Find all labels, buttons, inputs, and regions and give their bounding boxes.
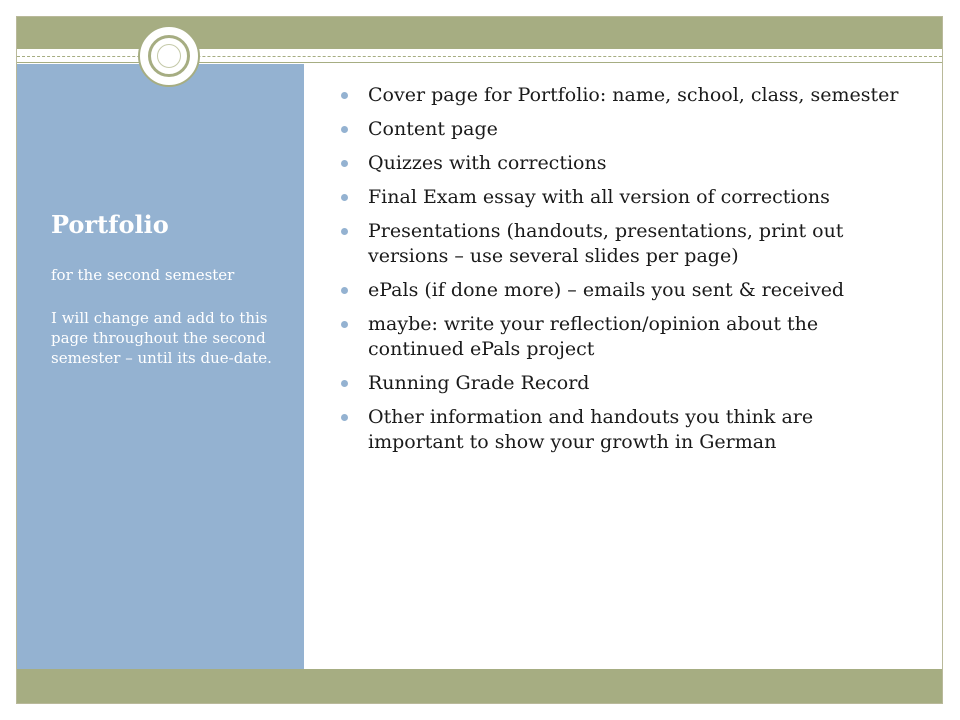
bullet-dot-icon: [341, 287, 348, 294]
bullet-item: [339, 405, 899, 455]
slide-title: Portfolio: [51, 210, 169, 239]
bullet-text: Running Grade Record: [368, 372, 590, 394]
circle-ornament-icon: [138, 25, 200, 87]
bullet-dot-icon: [341, 414, 348, 421]
bullet-item: [339, 151, 899, 176]
bullet-dot-icon: [341, 321, 348, 328]
bullet-item: [339, 117, 899, 142]
bullet-dot-icon: [341, 126, 348, 133]
bullet-text: Content page: [368, 118, 498, 140]
title-side-panel: [17, 64, 304, 671]
bullet-text: ePals (if done more) – emails you sent & received: [368, 279, 845, 301]
content-bullet-list: [339, 83, 899, 464]
bullet-dot-icon: [341, 160, 348, 167]
bullet-item: [339, 371, 899, 396]
bullet-dot-icon: [341, 228, 348, 235]
bullet-dot-icon: [341, 92, 348, 99]
bottom-decorative-band: [17, 669, 942, 703]
bullet-dot-icon: [341, 194, 348, 201]
slide-note: I will change and add to this page throughout the second semester – until its due-date.: [51, 309, 272, 367]
bullet-dot-icon: [341, 380, 348, 387]
bullet-item: [339, 278, 899, 303]
ornament-ring: [148, 35, 190, 77]
bullet-text: maybe: write your reflection/opinion about the continued ePals project: [368, 313, 819, 360]
bullet-text: Presentations (handouts, presentations, print out versions – use several slides per page): [368, 220, 844, 267]
bullet-item: [339, 83, 899, 108]
bullet-text: Quizzes with corrections: [368, 152, 607, 174]
bullet-item: [339, 312, 899, 362]
bullet-text: Final Exam essay with all version of corrections: [368, 186, 830, 208]
slide-subtitle: for the second semester: [51, 266, 235, 284]
bullet-text: Other information and handouts you think are important to show your growth in German: [368, 406, 814, 453]
bullet-text: Cover page for Portfolio: name, school, class, semester: [368, 84, 899, 106]
bullet-item: [339, 219, 899, 269]
slide: [16, 16, 943, 704]
ornament-inner-ring: [157, 44, 181, 68]
bullet-item: [339, 185, 899, 210]
